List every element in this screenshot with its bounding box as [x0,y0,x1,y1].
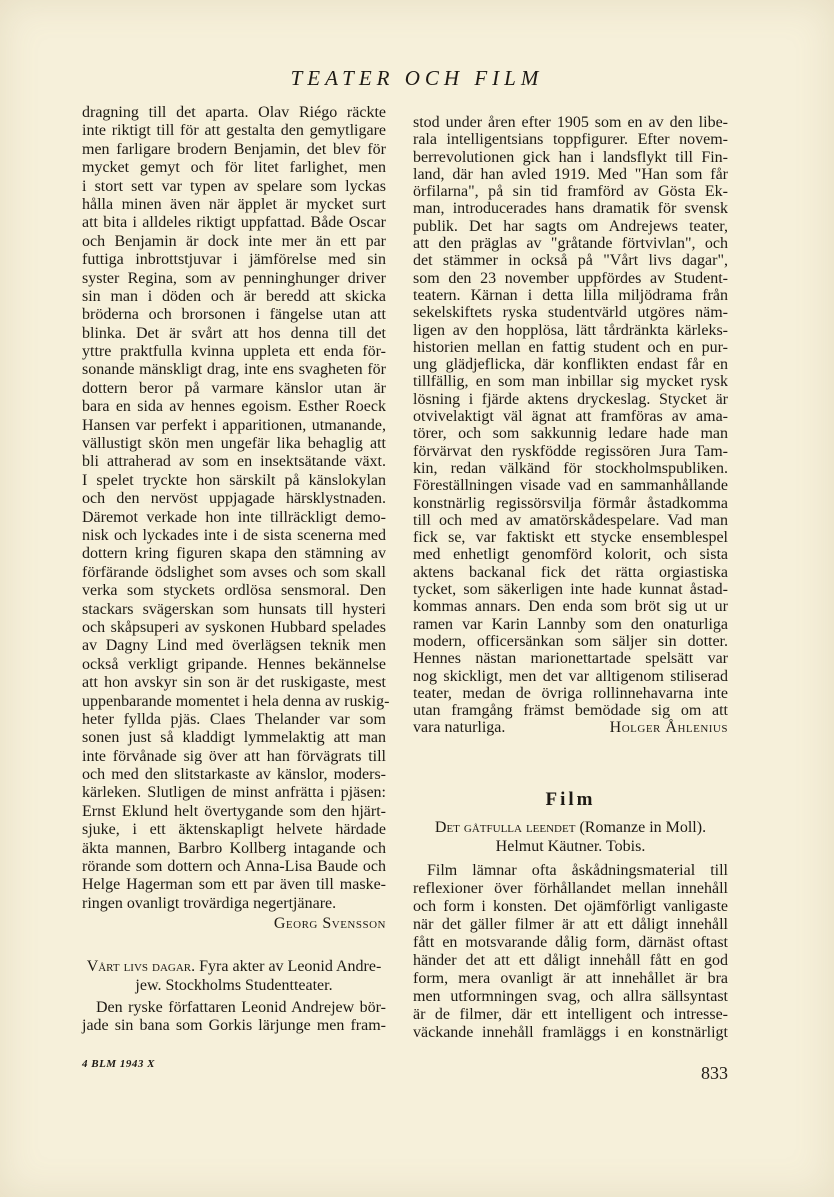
text-line: fått en motsvarande dålig form, därnäst oftast [413,934,728,951]
review-film [413,818,728,1042]
text-line: Film lämnar ofta åskådningsmaterial till [427,862,728,879]
text-line: väckande innehåll framläggs i en konstnärligt [413,1024,728,1041]
text-line: Hennes nästan marionettartade spelsätt var [413,650,728,668]
text-line: Helge Hagerman som ett par även till maske- [82,876,386,894]
running-head: TEATER OCH FILM [290,66,544,90]
text-line: vällustigt skön men ungefär lika behaglig att [82,435,386,453]
text-line: blinka. Det är svårt att hos denna till det [82,324,386,342]
review-heading [82,957,386,995]
text-line: rala intelligentsians toppfigurer. Efter novem- [413,131,728,149]
text-line: hålla minen även när äpplet är mycket surt [82,195,386,213]
text-line: ung glädjeflicka, där konflikten endast får en [413,356,728,374]
film-review-body [413,862,728,1042]
text-line: form, mera ovanligt är att innehållet är bra [413,970,728,987]
text-line: verka som styckets ordlösa sensmoral. Den [82,582,386,600]
text-line: sjuke, i ett äktenskapligt helvete härdade [82,821,386,839]
text-line: förvärvat den ryskfödde regissören Jura Tam- [413,442,728,460]
section-heading-film: Film [545,789,596,810]
text-line: av Dagny Lind med överlägsen teknik men [82,637,386,655]
text-line: att den präglas av "gråtande förtvivlan", och [413,235,728,253]
text-line: kärleken. Slutligen de minst anfrätta i pjäsen: [82,784,386,802]
text-line: mycket gemyt och för litet farlighet, men [82,159,386,177]
review-vart-livs-dagar [82,957,386,1035]
text-line: men utformningen svag, och allra sällsyntast [413,988,728,1005]
right-column [413,114,728,737]
text-line: örfilarna", på sin tid framförd av Gösta Ek- [413,183,728,201]
text-line: teatern. Kärnan i detta lilla miljödrama från [413,286,728,304]
film-info-2: Helmut Käutner. Tobis. [495,838,646,855]
text-line: ringen ovanligt trovärdiga negertjänare. [82,894,337,912]
final-line-with-signature [413,719,728,736]
text-line: syster Regina, som av penninghunger driver [82,269,386,287]
text-line: förfärande ödslighet som avses och som skall [82,563,386,581]
text-line: dottern kring figuren skapa den stämning av [82,545,386,563]
text-line: publik. Det har sagts om Andrejews teater, [413,217,728,235]
text-line: reflexioner över förhållandet mellan innehåll [413,880,728,897]
text-line: I spelet tryckte hon särskilt på känslokylan [82,471,386,489]
left-column [82,104,390,933]
text-line: och Benjamin är dock inte mer än ett par [82,232,386,250]
text-line: tycket, som säkerligen inte hade kunnat åstad- [413,581,728,599]
text-line: utan framgång främst bemödade sig om att [413,702,728,720]
text-line: otvivelaktigt väl ägnat att framföras av ama- [413,408,728,426]
film-info: (Romanze in Moll). [575,819,707,836]
play-info-2: jew. Stockholms Studentteater. [135,977,333,994]
text-line: i stort sett var typen av spelare som lyckas [82,177,386,195]
text-line: äkta mannen, Barbro Kollberg intagande och [82,839,386,857]
text-line: Den ryske författaren Leonid Andrejew bör- [96,999,386,1016]
text-line: är de filmer, där ett intelligent och intresse- [413,1006,728,1023]
text-line: yttre praktfulla kvinna uppleta ett enda för- [82,343,386,361]
text-line: händer det att ett dåligt innehåll fått en god [413,952,728,969]
text-line: nisk och lyckades inte i de sista scenerna med [82,526,386,544]
text-line: men farligare brodern Benjamin, det blev för [82,140,386,158]
text-line: och skåpsuperi av syskonen Hubbard spelades [82,618,386,636]
text-line: och med den slitstarkaste av känslor, moders- [82,766,386,784]
text-line: Däremot verkade hon inte tillräckligt demo- [82,508,386,526]
text-line: heter fyllda pjäs. Claes Thelander var som [82,710,386,728]
text-line: stackars svägerskan som hunsats till hysteri [82,600,386,618]
text-line: att hon avskyr sin son är det ruskigaste, mest [82,674,386,692]
review-body [82,999,386,1035]
text-line: fick se, var faktiskt ett stycke ensemblespel [413,529,728,547]
text-line: att bita i alldeles riktigt uppfattad. Både Oscar [82,214,386,232]
play-info: Fyra akter av Leonid Andre- [195,958,382,975]
text-line: vara naturliga. [413,719,506,737]
left-column-text [82,104,390,913]
text-line: Hansen var perfekt i apparitionen, utmanande, [82,416,386,434]
text-line: uppenbarande momentet i hela denna av ruskig- [82,692,390,710]
play-title: Vårt livs dagar. [86,958,196,975]
text-line: tillfällig, en som man inbillar sig mycket rysk [413,373,728,391]
text-line: inte riktigt till för att gestalta den gemytligare [82,122,386,140]
text-line: sin man i döden och är beredd att skicka [82,287,386,305]
text-line: när det gäller filmer är att ett dåligt innehåll [413,916,728,933]
text-line: inte förvånade sig över att han förvägrats till [82,747,386,765]
text-line: ligen av den hopplösa, lätt tårdränkta kärleks- [413,321,728,339]
right-column-text [413,114,728,719]
text-line: också verkligt gripande. Hennes bekännelse [82,655,386,673]
text-line: nog skickligt, men det var alltigenom stiliserad [413,667,728,685]
film-review-heading [413,818,728,856]
text-line: törer, och som sakkunnig ledare hade man [413,425,728,443]
text-line: och den nervöst uppjagade härsklystnaden. [82,490,386,508]
signature-holger-ahlenius: Holger Åhlenius [609,719,728,737]
text-line: historien mellan en fattig student och en pur- [413,338,728,356]
text-line: futtiga inbrottstjuvar i jämförelse med sin [82,251,386,269]
text-line: det stämmer in också på "Vårt livs dagar", [413,252,728,270]
text-line: bröderna och brorsonen i fängelse utan att [82,306,386,324]
text-line: Föreställningen visade vad en sammanhållande [413,477,728,495]
text-line: kin, redan välkänd för stockholmspubliken. [413,459,728,477]
text-line: ramen var Karin Lannby som den onaturliga [413,615,728,633]
text-line: sonande mänskligt drag, inte ens svagheten för [82,361,386,379]
text-line: bara en sida av hennes egoism. Esther Roeck [82,398,386,416]
text-line: aktens backanal fick det rätta orgiastiska [413,563,728,581]
page-number: 833 [701,1063,728,1083]
text-line: dragning till det aparta. Olav Riégo räckte [82,104,386,121]
signature-georg-svensson: Georg Svensson [273,915,386,933]
text-line: sonen just så kladdigt lymmelaktig att man [82,729,386,747]
text-line: konstnärlig regissörsvilja förmår åstadkomma [413,494,728,512]
text-line: land, där han avled 1919. Med "Han som får [413,165,728,183]
text-line: kommas annars. Den enda som bröt sig ut ur [413,598,728,616]
text-line: rörande som dottern och Anna-Lisa Baude och [82,858,386,876]
text-line: till och med av amatörskådespelare. Vad man [413,511,728,529]
text-line: man, introducerades hans dramatik för svensk [413,200,728,218]
text-line: jade sin bana som Gorkis lärjunge men fram- [82,1017,386,1034]
text-line: berrevolutionen gick han i landsflykt till Fin- [413,148,728,166]
text-line: modern, officersänkan som säljer sin dotter. [413,632,728,650]
film-title: Det gåtfulla leendet [434,819,576,836]
text-line: lösning i fjärde aktens dryckeslag. Stycket är [413,390,728,408]
text-line: sekelskiftets ryska studentvärld utgöres näm- [413,304,728,322]
text-line: bli attraherad av som en insektsätande växt. [82,453,386,471]
printer-signature-mark: 4 BLM 1943 X [82,1058,155,1070]
text-line: teater, medan de övriga rollinnehavarna inte [413,684,728,702]
text-line: Ernst Eklund helt övertygande som den hjärt- [82,802,386,820]
text-line: dottern beror på varmare känslor utan är [82,379,386,397]
text-line: med enhetligt genomförd kolorit, och sista [413,546,728,564]
text-line: stod under åren efter 1905 som en av den libe- [413,114,728,131]
text-line: som den 23 november uppfördes av Student- [413,269,728,287]
text-line: och form i konsten. Det ojämförligt vanligaste [413,898,728,915]
